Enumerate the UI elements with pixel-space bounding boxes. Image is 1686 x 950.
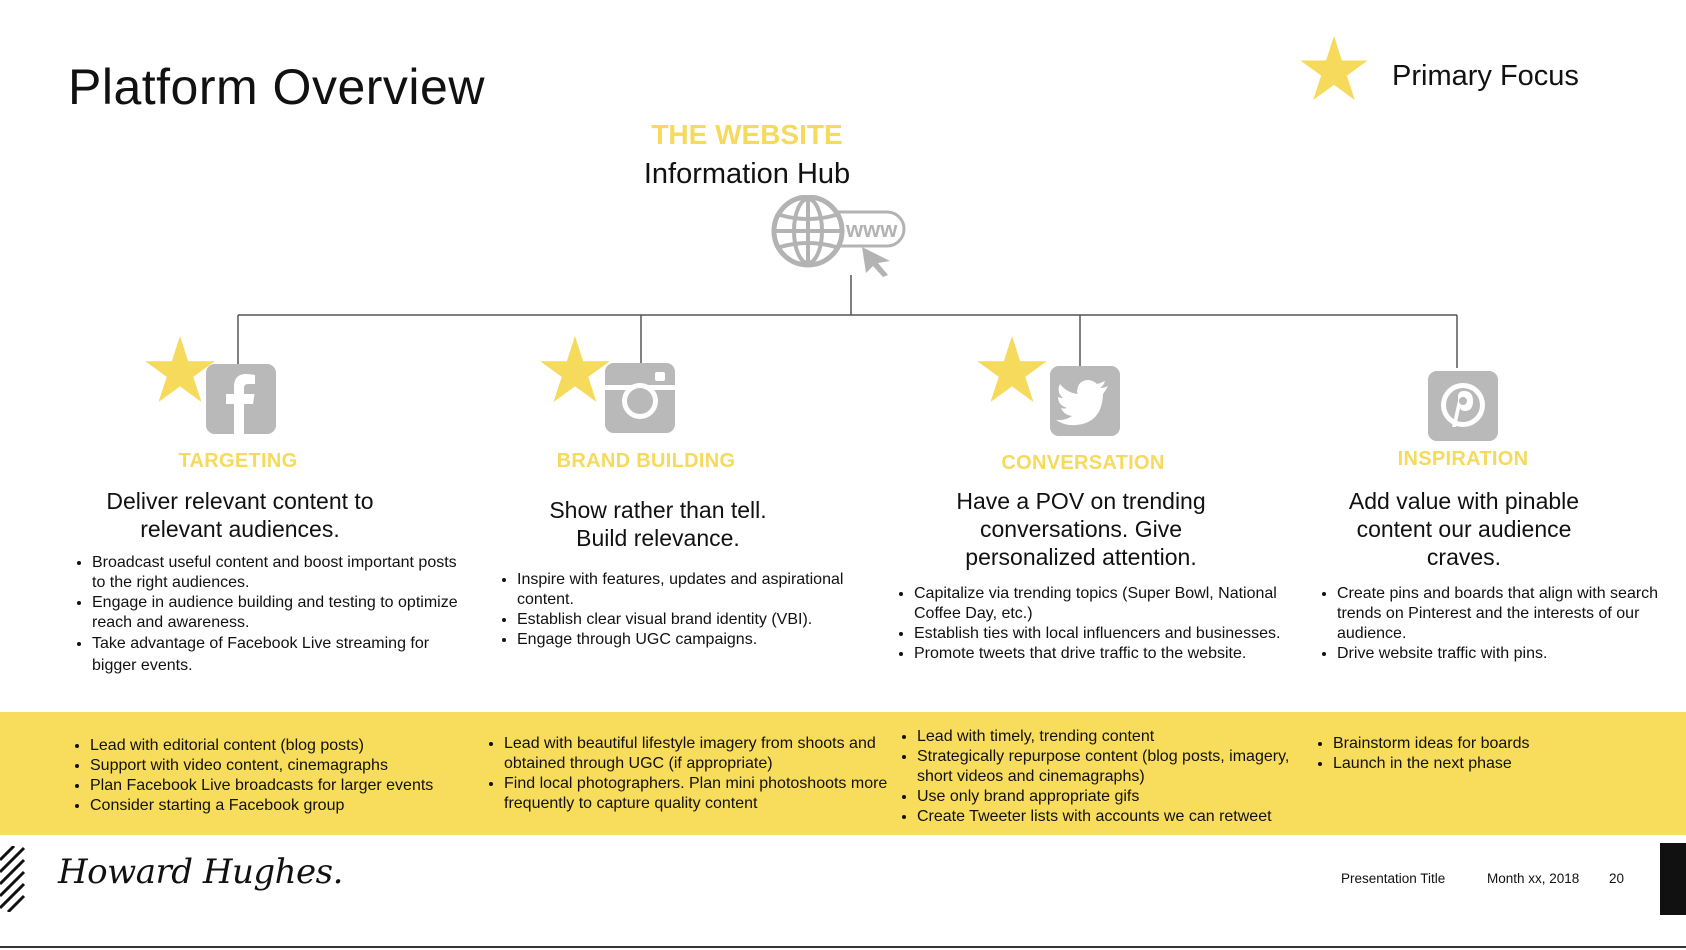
action-list: [484, 734, 894, 814]
list-item: • Capitalize via trending topics (Super Bowl, National Coffee Day, etc.): [914, 584, 1294, 624]
page-title: Platform Overview: [68, 59, 485, 115]
primary-focus-star-icon: [145, 336, 215, 402]
platform-headline: Add value with pinable content our audience craves.: [1348, 488, 1580, 570]
page-number: 20: [1609, 871, 1625, 886]
footer-date: Month xx, 2018: [1487, 871, 1580, 886]
list-item: • Promote tweets that drive traffic to the website.: [914, 644, 1294, 664]
list-item: • Brainstorm ideas for boards: [1333, 734, 1663, 754]
list-item: • Engage in audience building and testing to optimize reach and awareness.: [92, 593, 460, 633]
list-item: • Launch in the next phase: [1333, 754, 1663, 774]
list-item: • Use only brand appropriate gifs: [917, 787, 1317, 807]
platform-bullets: [497, 570, 877, 650]
platform-label: TARGETING: [178, 450, 298, 472]
platform-headline: Deliver relevant content to relevant audiences.: [106, 488, 374, 542]
primary-focus-star-icon: [540, 336, 610, 402]
list-item: • Find local photographers. Plan mini photoshoots more frequently to capture quality content: [504, 774, 894, 814]
globe-www-cursor-icon: [770, 195, 916, 277]
action-list: [70, 736, 490, 816]
instagram-icon: [605, 363, 675, 433]
list-item: • Support with video content, cinemagraphs: [90, 756, 490, 776]
divider: [0, 946, 1686, 948]
platform-bullets: [1317, 584, 1667, 664]
platform-headline: Have a POV on trending conversations. Give personalized attention.: [956, 488, 1206, 570]
pinterest-icon: [1428, 371, 1498, 441]
hub-title: Information Hub: [643, 158, 851, 190]
platform-label: INSPIRATION: [1397, 448, 1529, 470]
list-item: • Create Tweeter lists with accounts we can retweet: [917, 807, 1317, 827]
brand-mark-icon: [1660, 843, 1686, 915]
list-item: • Take advantage of Facebook Live streaming for bigger events.: [92, 633, 460, 677]
list-item: • Broadcast useful content and boost important posts to the right audiences.: [92, 553, 460, 593]
connector-lines: [0, 270, 1686, 370]
platform-headline: Show rather than tell. Build relevance.: [549, 497, 767, 551]
platform-bullets: [72, 553, 460, 677]
action-list: [897, 727, 1317, 827]
platform-label: BRAND BUILDING: [556, 450, 736, 472]
hatch-mark-icon: [0, 846, 26, 912]
list-item: • Lead with editorial content (blog posts): [90, 736, 490, 756]
svg-text:www: www: [846, 217, 898, 242]
list-item: • Strategically repurpose content (blog posts, imagery, short videos and cinemagraphs): [917, 747, 1317, 787]
footer-presentation-title: Presentation Title: [1341, 871, 1446, 886]
list-item: • Establish clear visual brand identity (VBI).: [517, 610, 877, 630]
list-item: • Create pins and boards that align with search trends on Pinterest and the interests of our audience.: [1337, 584, 1667, 644]
list-item: • Lead with beautiful lifestyle imagery from shoots and obtained through UGC (if appropriate): [504, 734, 894, 774]
list-item: • Plan Facebook Live broadcasts for larger events: [90, 776, 490, 796]
list-item: • Drive website traffic with pins.: [1337, 644, 1667, 664]
list-item: • Lead with timely, trending content: [917, 727, 1317, 747]
list-item: • Engage through UGC campaigns.: [517, 630, 877, 650]
action-list: [1313, 734, 1663, 774]
list-item: • Consider starting a Facebook group: [90, 796, 490, 816]
list-item: • Inspire with features, updates and aspirational content.: [517, 570, 877, 610]
star-icon: [1300, 36, 1368, 100]
legend-label: Primary Focus: [1392, 60, 1579, 92]
platform-label: CONVERSATION: [1001, 452, 1165, 474]
twitter-icon: [1050, 366, 1120, 436]
facebook-icon: [206, 364, 276, 434]
primary-focus-star-icon: [977, 336, 1047, 402]
brand-logo: Howard Hughes.: [58, 852, 343, 892]
platform-bullets: [894, 584, 1294, 664]
hub-kicker: THE WEBSITE: [651, 119, 843, 150]
list-item: • Establish ties with local influencers and businesses.: [914, 624, 1294, 644]
